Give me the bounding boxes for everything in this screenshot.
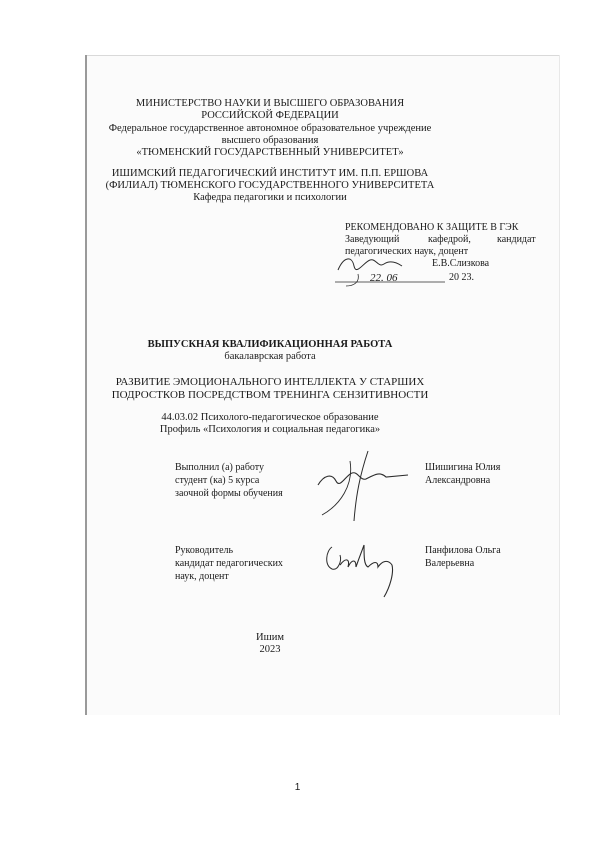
institute-line-2: (ФИЛИАЛ) ТЮМЕНСКОГО ГОСУДАРСТВЕННОГО УНИВЕРСИТЕТА <box>105 180 435 191</box>
supervisor-name-1: Панфилова Ольга <box>425 545 501 556</box>
supervisor-label-1: Руководитель <box>175 545 234 556</box>
author-name-1: Шишигина Юлия <box>425 462 501 473</box>
approval-degree-line: педагогических наук, доцент <box>345 246 469 257</box>
approval-title: РЕКОМЕНДОВАНО К ЗАЩИТЕ В ГЭК <box>345 222 519 233</box>
work-subtype: бакалаврская работа <box>224 351 316 362</box>
work-title-line-1: РАЗВИТИЕ ЭМОЦИОНАЛЬНОГО ИНТЕЛЛЕКТА У СТАРШИХ <box>115 376 425 388</box>
supervisor-label-3: наук, доцент <box>175 571 229 582</box>
author-signature <box>310 445 420 525</box>
supervisor-name-2: Валерьевна <box>425 558 475 569</box>
institute-line-1: ИШИМСКИЙ ПЕДАГОГИЧЕСКИЙ ИНСТИТУТ ИМ. П.П. ЕРШОВА <box>111 168 429 179</box>
specialty-code: 44.03.02 Психолого-педагогическое образование <box>161 412 379 423</box>
ministry-line: МИНИСТЕРСТВО НАУКИ И ВЫСШЕГО ОБРАЗОВАНИЯ <box>135 98 405 109</box>
department-name: Кафедра педагогики и психологии <box>193 192 347 203</box>
author-label-1: Выполнил (а) работу <box>175 462 265 473</box>
study-profile: Профиль «Психология и социальная педагогика» <box>159 424 381 435</box>
institution-level-line: высшего образования <box>221 135 319 146</box>
head-signature <box>330 248 480 288</box>
work-title-line-2: ПОДРОСТКОВ ПОСРЕДСТВОМ ТРЕНИНГА СЕНЗИТИВНОСТИ <box>111 389 429 401</box>
author-label-2: студент (ка) 5 курса <box>175 475 260 486</box>
supervisor-label-2: кандидат педагогических <box>175 558 283 569</box>
approval-head-name: Е.В.Слизкова <box>432 258 490 269</box>
supervisor-signature <box>318 535 418 605</box>
approval-year: 20 23. <box>449 272 474 283</box>
approval-head-word: Заведующий <box>345 234 400 245</box>
approval-handwritten-date: 22. 06 <box>370 272 398 284</box>
approval-degree-word: кандидат <box>497 234 536 245</box>
institution-type-line: Федеральное государственное автономное образовательное учреждение <box>108 123 432 134</box>
university-name: «ТЮМЕНСКИЙ ГОСУДАРСТВЕННЫЙ УНИВЕРСИТЕТ» <box>136 147 404 158</box>
work-type: ВЫПУСКНАЯ КВАЛИФИКАЦИОННАЯ РАБОТА <box>147 339 393 350</box>
year: 2023 <box>259 644 281 655</box>
scan-edge-top <box>87 55 560 56</box>
city: Ишим <box>256 632 284 643</box>
author-name-2: Александровна <box>425 475 491 486</box>
approval-department-word: кафедрой, <box>428 234 471 245</box>
scan-edge-right <box>559 55 560 715</box>
author-label-3: заочной формы обучения <box>175 488 283 499</box>
page-number: 1 <box>294 782 301 793</box>
country-line: РОССИЙСКОЙ ФЕДЕРАЦИИ <box>201 110 339 121</box>
